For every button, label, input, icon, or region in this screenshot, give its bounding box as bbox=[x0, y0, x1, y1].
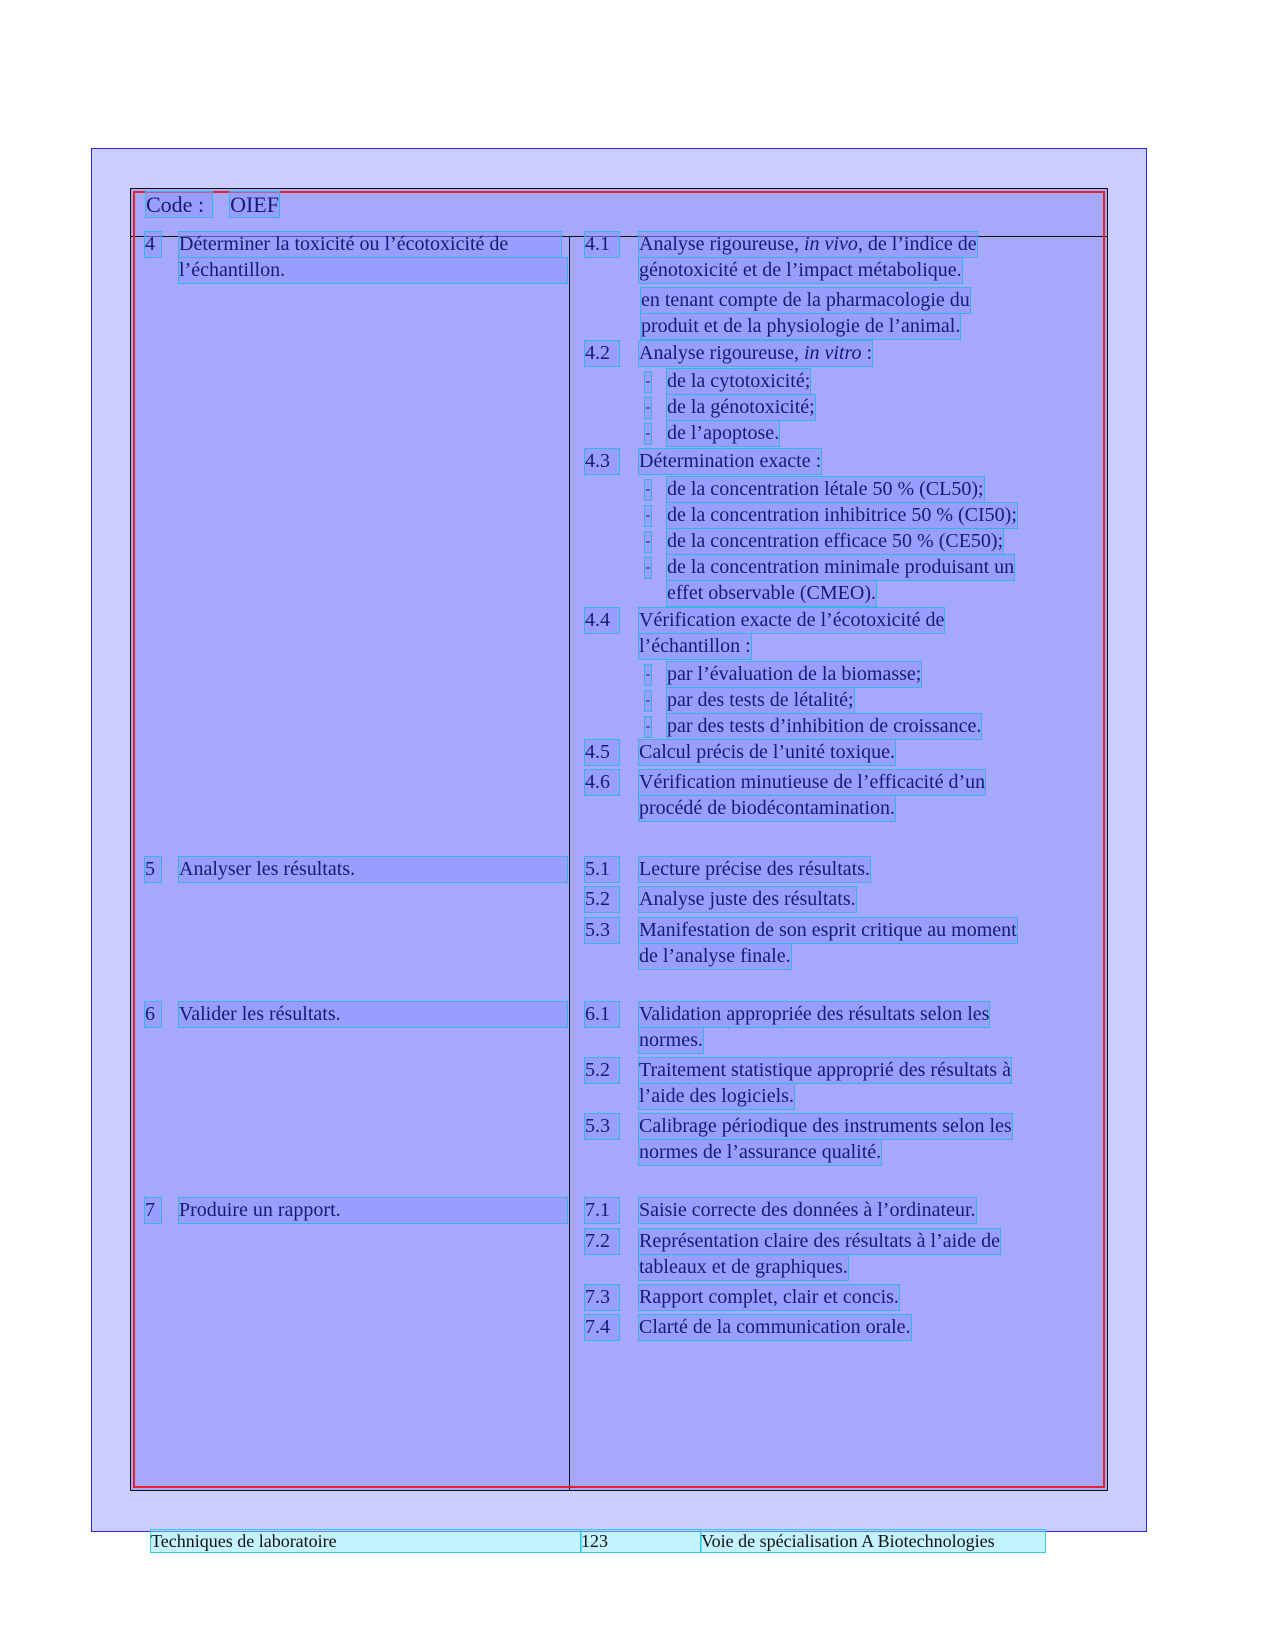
criterion-text: en tenant compte de la pharmacologie du bbox=[641, 289, 970, 311]
bullet-text: effet observable (CMEO). bbox=[667, 582, 877, 604]
element-number: 6 bbox=[145, 1002, 161, 1027]
criterion-text: normes. bbox=[639, 1029, 703, 1051]
element-text: Déterminer la toxicité ou l’écotoxicité de bbox=[179, 232, 561, 257]
criterion-number: 7.4 bbox=[585, 1315, 619, 1340]
bullet-marker: - bbox=[645, 424, 651, 444]
criterion-text: Clarté de la communication orale. bbox=[639, 1316, 911, 1338]
criterion-number: 4.1 bbox=[585, 232, 619, 257]
bullet-marker: - bbox=[645, 717, 651, 737]
criterion-number: 5.1 bbox=[585, 857, 619, 882]
code-label: Code : bbox=[146, 192, 212, 217]
footer-specialisation: Voie de spécialisation A Biotechnologies bbox=[701, 1530, 1045, 1552]
criterion-text: Calibrage périodique des instruments selon les bbox=[639, 1115, 1012, 1137]
column-divider bbox=[569, 237, 570, 1491]
footer-page-number: 123 bbox=[581, 1530, 701, 1552]
criterion-text: Manifestation de son esprit critique au moment bbox=[639, 919, 1017, 941]
bullet-text: de la concentration minimale produisant un bbox=[667, 556, 1015, 578]
criterion-number: 5.3 bbox=[585, 918, 619, 943]
criterion-text: Validation appropriée des résultats selon les bbox=[639, 1003, 990, 1025]
element-text: Analyser les résultats. bbox=[179, 857, 567, 882]
element-text: Valider les résultats. bbox=[179, 1002, 567, 1027]
code-value: OIEF bbox=[230, 192, 279, 217]
criterion-text: Rapport complet, clair et concis. bbox=[639, 1286, 899, 1308]
criterion-text: Vérification minutieuse de l’efficacité d’un bbox=[639, 771, 986, 793]
bullet-marker: - bbox=[645, 398, 651, 418]
element-text: l’échantillon. bbox=[179, 258, 567, 283]
criterion-text: génotoxicité et de l’impact métabolique. bbox=[639, 259, 962, 281]
element-number: 7 bbox=[145, 1198, 161, 1223]
criterion-text: produit et de la physiologie de l’animal. bbox=[641, 315, 961, 337]
footer-program: Techniques de laboratoire bbox=[151, 1530, 581, 1552]
competency-table bbox=[130, 188, 1108, 1491]
criterion-text: tableaux et de graphiques. bbox=[639, 1256, 848, 1278]
bullet-marker: - bbox=[645, 480, 651, 500]
criterion-text: Détermination exacte : bbox=[639, 450, 822, 472]
criterion-number: 7.2 bbox=[585, 1229, 619, 1254]
criterion-text: Traitement statistique approprié des résultats à bbox=[639, 1059, 1011, 1081]
bullet-text: de l’apoptose. bbox=[667, 422, 780, 444]
bullet-marker: - bbox=[645, 372, 651, 392]
criterion-text: normes de l’assurance qualité. bbox=[639, 1141, 882, 1163]
criterion-number: 5.2 bbox=[585, 1058, 619, 1083]
criterion-text: Vérification exacte de l’écotoxicité de bbox=[639, 609, 945, 631]
element-number: 5 bbox=[145, 857, 161, 882]
criterion-number: 5.3 bbox=[585, 1114, 619, 1139]
criterion-text: Analyse juste des résultats. bbox=[639, 888, 856, 910]
bullet-text: de la concentration létale 50 % (CL50); bbox=[667, 478, 984, 500]
bullet-marker: - bbox=[645, 506, 651, 526]
criterion-text: Calcul précis de l’unité toxique. bbox=[639, 741, 896, 763]
criterion-text: procédé de biodécontamination. bbox=[639, 797, 896, 819]
criterion-text: de l’analyse finale. bbox=[639, 945, 791, 967]
criterion-text: l’échantillon : bbox=[639, 635, 751, 657]
bullet-text: de la cytotoxicité; bbox=[667, 370, 811, 392]
criterion-text: l’aide des logiciels. bbox=[639, 1085, 794, 1107]
criterion-number: 5.2 bbox=[585, 887, 619, 912]
criterion-number: 4.6 bbox=[585, 770, 619, 795]
element-number: 4 bbox=[145, 232, 161, 257]
criterion-number: 4.3 bbox=[585, 449, 619, 474]
criterion-text: Analyse rigoureuse, in vitro : bbox=[639, 342, 873, 364]
bullet-text: de la concentration efficace 50 % (CE50); bbox=[667, 530, 1004, 552]
bullet-marker: - bbox=[645, 691, 651, 711]
bullet-text: de la génotoxicité; bbox=[667, 396, 815, 418]
bullet-text: par des tests de létalité; bbox=[667, 689, 854, 711]
bullet-marker: - bbox=[645, 558, 651, 578]
bullet-text: par des tests d’inhibition de croissance. bbox=[667, 715, 982, 737]
criterion-number: 7.1 bbox=[585, 1198, 619, 1223]
criterion-text: Représentation claire des résultats à l’aide de bbox=[639, 1230, 1000, 1252]
criterion-number: 4.2 bbox=[585, 341, 619, 366]
bullet-text: par l’évaluation de la biomasse; bbox=[667, 663, 922, 685]
code-header bbox=[146, 191, 279, 219]
element-text: Produire un rapport. bbox=[179, 1198, 567, 1223]
criterion-number: 4.5 bbox=[585, 740, 619, 765]
bullet-marker: - bbox=[645, 665, 651, 685]
criterion-number: 4.4 bbox=[585, 608, 619, 633]
criterion-text: Analyse rigoureuse, in vivo, de l’indice de bbox=[639, 233, 977, 255]
criterion-text: Saisie correcte des données à l’ordinateur. bbox=[639, 1199, 976, 1221]
bullet-marker: - bbox=[645, 532, 651, 552]
bullet-text: de la concentration inhibitrice 50 % (CI50); bbox=[667, 504, 1017, 526]
criterion-number: 6.1 bbox=[585, 1002, 619, 1027]
criterion-number: 7.3 bbox=[585, 1285, 619, 1310]
criterion-text: Lecture précise des résultats. bbox=[639, 858, 871, 880]
